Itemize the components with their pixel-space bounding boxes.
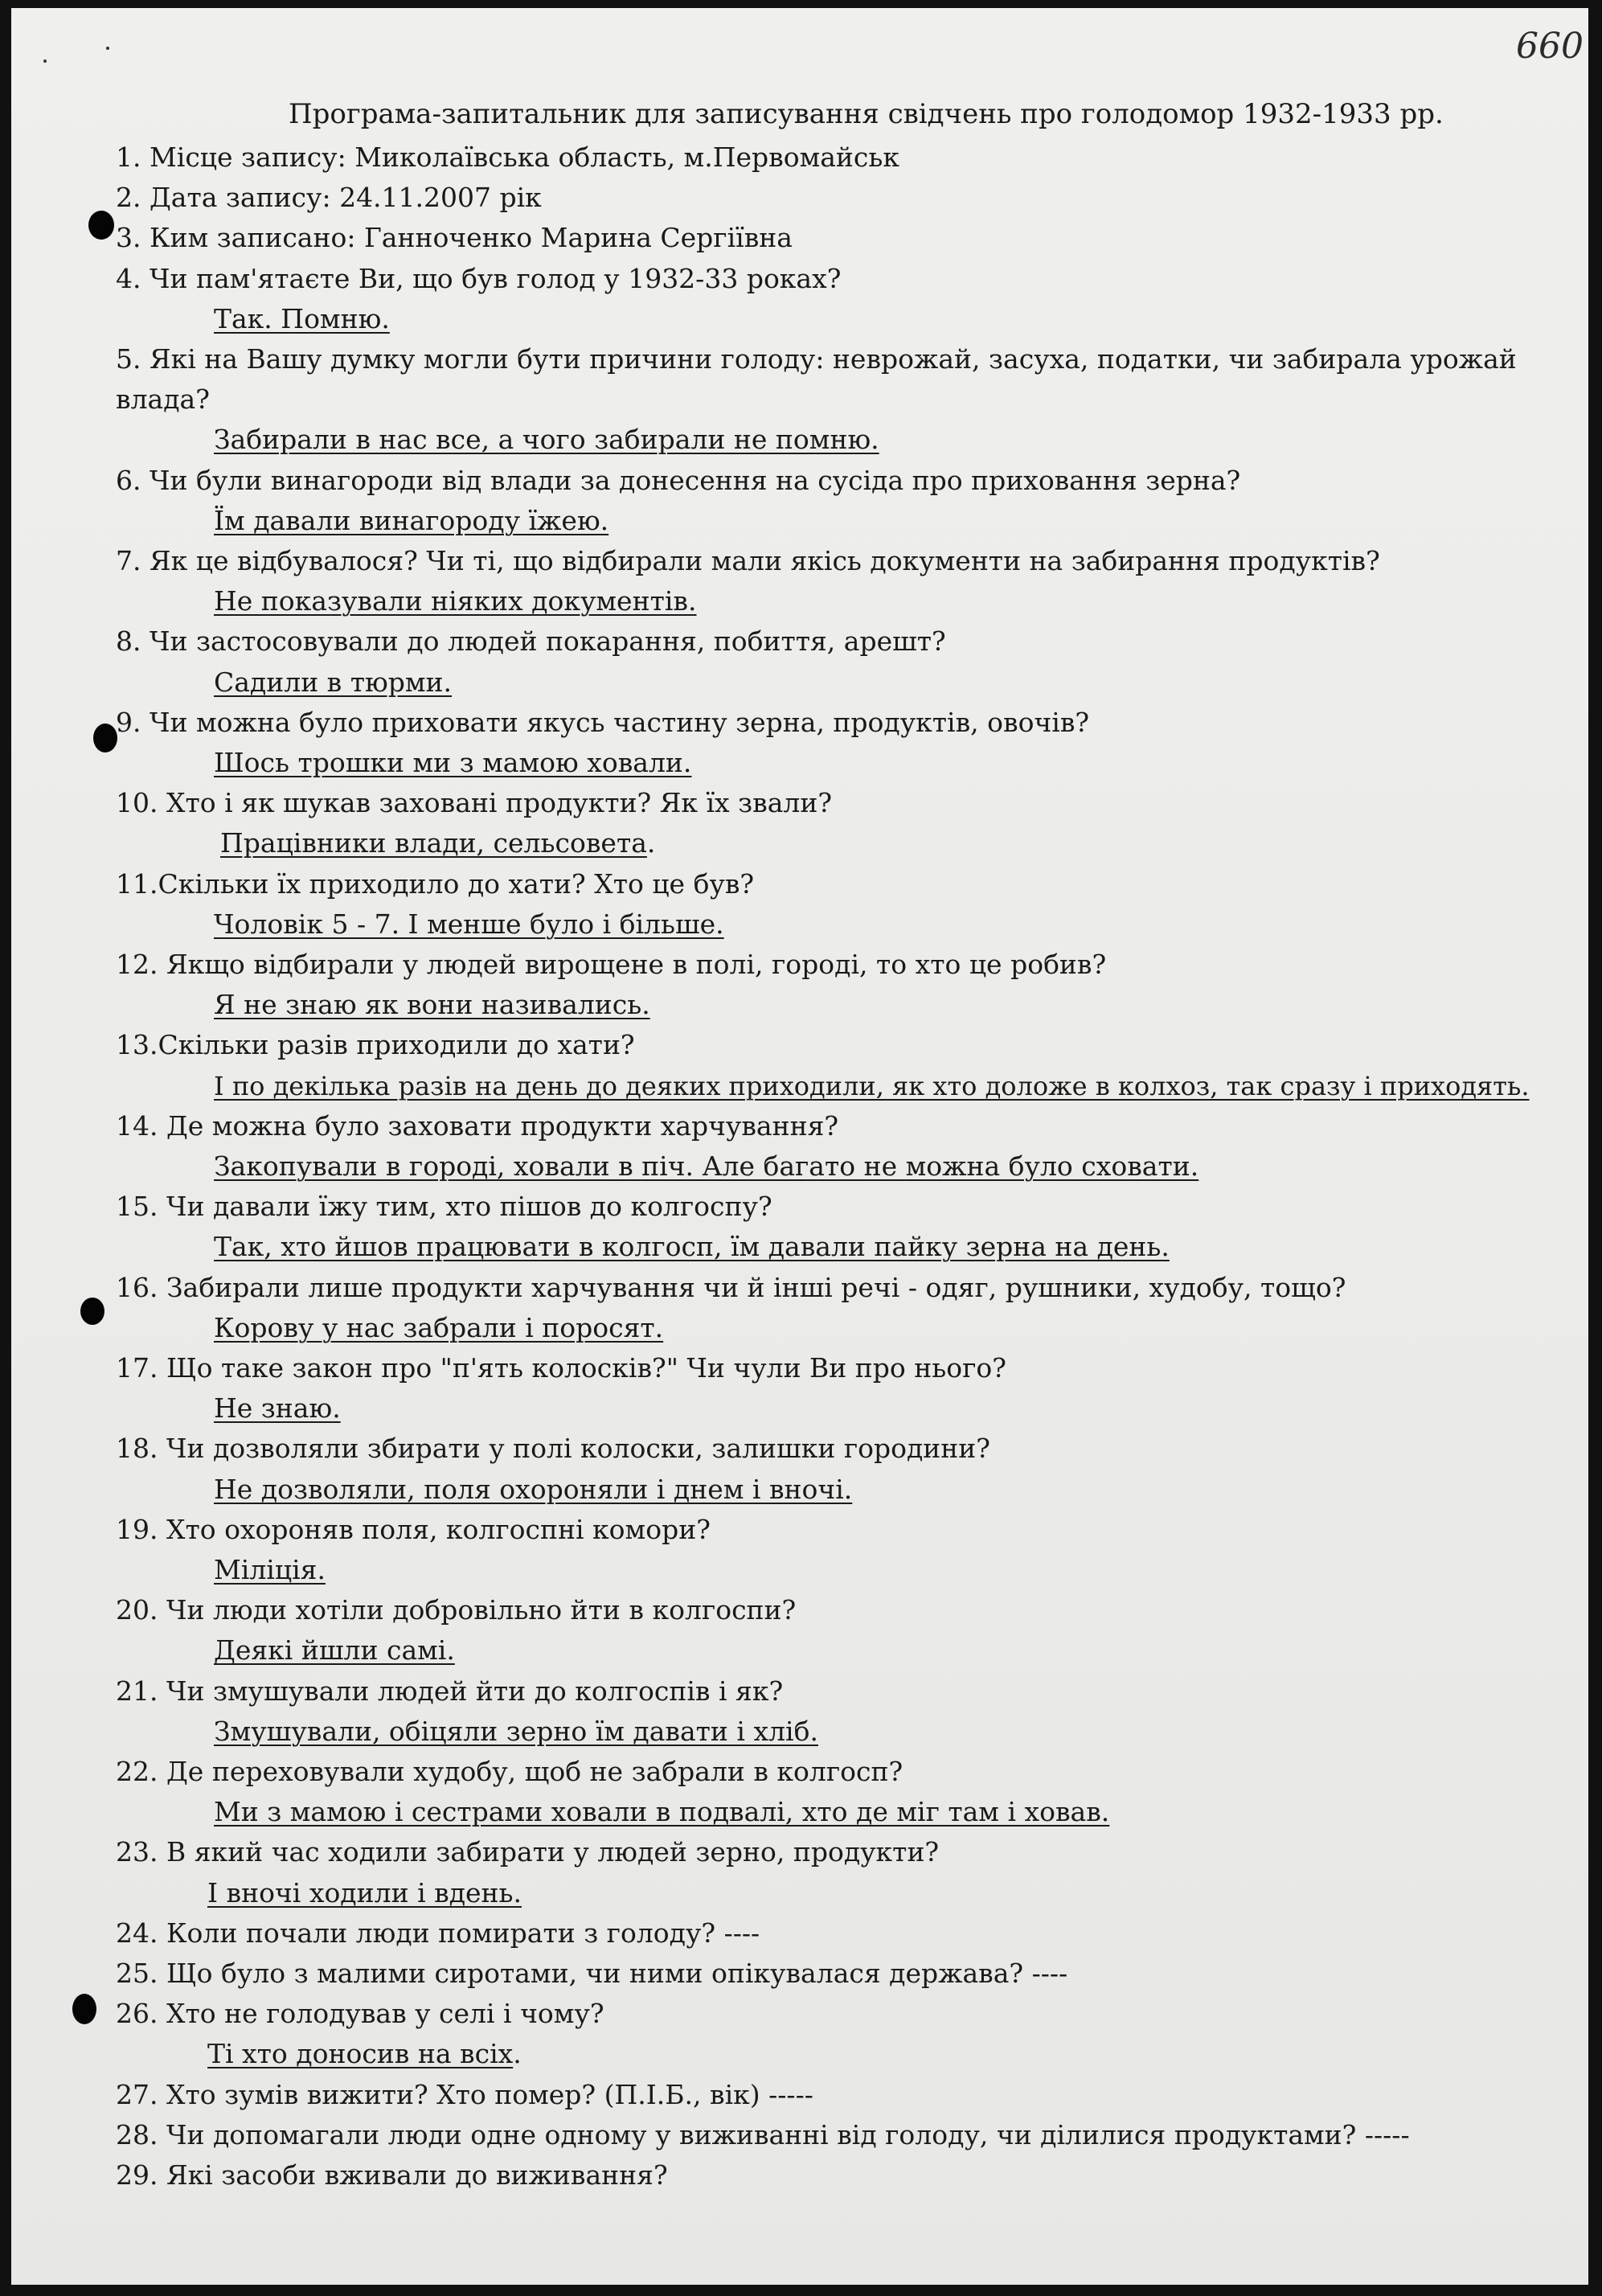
question-text: 17. Що таке закон про "п'ять колосків?" Чи чули Ви про нього? bbox=[116, 1352, 1006, 1384]
question-line bbox=[116, 343, 1517, 375]
question-line bbox=[116, 1514, 711, 1546]
answer-text: Так, хто йшов працювати в колгосп, їм давали пайку зерна на день. bbox=[214, 1231, 1170, 1263]
answer-text: Шось трошки ми з мамою ховали. bbox=[214, 747, 692, 778]
question-text: 26. Хто не голодував у селі і чому? bbox=[116, 1998, 604, 2030]
answer-line bbox=[214, 585, 696, 617]
question-text: 5. Які на Вашу думку могли бути причини голоду: неврожай, засуха, податки, чи забирала урожай bbox=[116, 343, 1517, 375]
question-line bbox=[116, 787, 832, 819]
answer-text: Забирали в нас все, а чого забирали не помню. bbox=[214, 424, 879, 456]
question-line bbox=[116, 2119, 1410, 2151]
question-text: 19. Хто охороняв поля, колгоспні комори? bbox=[116, 1513, 711, 1545]
answer-line bbox=[214, 303, 390, 335]
question-line bbox=[116, 1433, 990, 1465]
question-line bbox=[116, 1594, 796, 1626]
answer-line bbox=[214, 1070, 1530, 1102]
answer-line bbox=[214, 1634, 455, 1667]
answer-line bbox=[214, 1796, 1109, 1828]
document-page bbox=[11, 8, 1588, 2285]
question-line bbox=[116, 1836, 939, 1868]
answer-text: І по декілька разів на день до деяких приходили, як хто доложе в колхоз, так сразу і приходять. bbox=[214, 1070, 1530, 1101]
question-line bbox=[116, 1998, 604, 2030]
answer-line bbox=[214, 666, 452, 699]
question-line bbox=[116, 182, 542, 214]
answer-line bbox=[214, 1392, 341, 1425]
answer-line bbox=[214, 424, 879, 456]
answer-tail: . bbox=[513, 2038, 522, 2070]
question-line bbox=[116, 1756, 903, 1788]
question-line bbox=[116, 222, 793, 254]
punch-hole bbox=[72, 1994, 96, 2024]
question-text: 29. Які засоби вживали до виживання? bbox=[116, 2159, 668, 2191]
question-text: 28. Чи допомагали люди одне одному у виживанні від голоду, чи ділилися продуктами? ----- bbox=[116, 2118, 1410, 2150]
question-line bbox=[116, 1675, 783, 1708]
answer-text: Міліція. bbox=[214, 1554, 326, 1585]
answer-tail: . bbox=[646, 827, 656, 859]
answer-text: Змушували, обіцяли зерно їм давати і хліб. bbox=[214, 1715, 818, 1747]
question-text: 23. В який час ходили забирати у людей зерно, продукти? bbox=[116, 1836, 940, 1868]
question-line bbox=[116, 625, 946, 658]
answer-text: Корову у нас забрали і поросят. bbox=[214, 1311, 664, 1343]
question-text: 1. Місце запису: Миколаївська область, м.Первомайськ bbox=[116, 141, 899, 173]
question-text: 16. Забирали лише продукти харчування чи й інші речі - одяг, рушники, худобу, тощо? bbox=[116, 1271, 1346, 1303]
question-line bbox=[116, 1917, 760, 1950]
answer-line bbox=[207, 1877, 522, 1909]
answer-line bbox=[214, 1554, 326, 1586]
question-line bbox=[116, 263, 841, 295]
answer-text: Не знаю. bbox=[214, 1392, 341, 1425]
answer-text: Працівники влади, сельсовета bbox=[220, 827, 647, 859]
question-line bbox=[116, 707, 1089, 739]
question-text: 7. Як це відбувалося? Чи ті, що відбирали мали якісь документи на забирання продуктів? bbox=[116, 545, 1380, 576]
question-line bbox=[116, 2079, 813, 2111]
question-line bbox=[116, 1272, 1346, 1304]
question-line bbox=[116, 868, 754, 900]
question-line bbox=[116, 1029, 635, 1061]
question-text: 9. Чи можна було приховати якусь частину зерна, продуктів, овочів? bbox=[116, 706, 1090, 738]
question-line bbox=[116, 949, 1106, 981]
question-text: 6. Чи були винагороди від влади за донесення на сусіда про приховання зерна? bbox=[116, 464, 1241, 496]
question-line bbox=[116, 1110, 838, 1142]
answer-text: Не показували ніяких документів. bbox=[214, 585, 697, 617]
question-text: 13.Скільки разів приходили до хати? bbox=[116, 1029, 635, 1061]
answer-text: Садили в тюрми. bbox=[214, 666, 453, 698]
question-text: 15. Чи давали їжу тим, хто пішов до колгоспу? bbox=[116, 1191, 772, 1223]
answer-line bbox=[214, 1716, 818, 1748]
question-text: 14. Де можна було заховати продукти харчування? bbox=[116, 1109, 839, 1142]
question-text: 21. Чи змушували людей йти до колгоспів і як? bbox=[116, 1675, 784, 1707]
question-text: 2. Дата запису: 24.11.2007 рік bbox=[116, 182, 542, 214]
answer-text: Ті хто доносив на всіх bbox=[207, 2038, 514, 2070]
question-text: 27. Хто зумів вижити? Хто помер? (П.І.Б., вік) ----- bbox=[116, 2078, 813, 2110]
answer-line bbox=[214, 747, 691, 779]
answer-line bbox=[214, 1231, 1170, 1263]
question-line bbox=[116, 545, 1380, 577]
question-line bbox=[116, 1958, 1067, 1990]
answer-line bbox=[207, 2038, 522, 2070]
question-text: 18. Чи дозволяли збирати у полі колоски, залишки городини? bbox=[116, 1433, 990, 1465]
answer-line bbox=[214, 1474, 852, 1506]
question-line bbox=[116, 1191, 772, 1223]
question-line bbox=[116, 383, 210, 416]
answer-text: Їм давали винагороду їжею. bbox=[214, 504, 609, 536]
question-text: 25. Що було з малими сиротами, чи ними опікувалася держава? ---- bbox=[116, 1958, 1068, 1989]
answer-line bbox=[214, 989, 650, 1021]
question-text: 3. Ким записано: Ганноченко Марина Сергіївна bbox=[116, 222, 793, 254]
answer-line bbox=[214, 908, 724, 941]
answer-line bbox=[214, 1150, 1198, 1183]
question-text: 4. Чи пам'ятаєте Ви, що був голод у 1932-33 роках? bbox=[116, 262, 842, 294]
question-text: 8. Чи застосовували до людей покарання, побиття, арешт? bbox=[116, 625, 946, 658]
answer-line bbox=[214, 1312, 663, 1344]
question-text: 24. Коли почали люди помирати з голоду? ---- bbox=[116, 1917, 760, 1949]
answer-line bbox=[214, 505, 608, 537]
speck bbox=[43, 59, 47, 63]
answer-line bbox=[220, 827, 655, 859]
question-text: 12. Якщо відбирали у людей вирощене в полі, городі, то хто це робив? bbox=[116, 949, 1107, 980]
question-text: 20. Чи люди хотіли добровільно йти в колгоспи? bbox=[116, 1594, 797, 1626]
answer-text: І вночі ходили і вдень. bbox=[207, 1876, 522, 1909]
answer-text: Чоловік 5 - 7. І менше було і більше. bbox=[214, 908, 724, 940]
question-text: влада? bbox=[116, 383, 210, 416]
question-text: 10. Хто і як шукав заховані продукти? Як їх звали? bbox=[116, 787, 833, 819]
punch-hole bbox=[93, 724, 117, 752]
document-title: Програма-запитальник для записування свідчень про голодомор 1932-1933 рр. bbox=[289, 98, 1444, 130]
answer-text: Я не знаю як вони називались. bbox=[214, 989, 650, 1021]
answer-text: Не дозволяли, поля охороняли і днем і вночі. bbox=[214, 1473, 853, 1505]
page-number: 660 bbox=[1516, 26, 1584, 67]
answer-text: Ми з мамою і сестрами ховали в подвалі, хто де міг там і ховав. bbox=[214, 1796, 1110, 1828]
speck bbox=[106, 47, 109, 50]
punch-hole bbox=[80, 1298, 104, 1325]
question-text: 11.Скільки їх приходило до хати? Хто це був? bbox=[116, 867, 755, 900]
punch-hole bbox=[88, 211, 114, 240]
question-line bbox=[116, 1352, 1006, 1384]
answer-text: Деякі йшли самі. bbox=[214, 1634, 455, 1667]
question-line bbox=[116, 141, 899, 174]
question-text: 22. Де переховували худобу, щоб не забрали в колгосп? bbox=[116, 1756, 903, 1787]
answer-text: Так. Помню. bbox=[214, 302, 390, 334]
answer-text: Закопували в городі, ховали в піч. Але багато не можна було сховати. bbox=[214, 1150, 1199, 1182]
question-line bbox=[116, 465, 1240, 497]
question-line bbox=[116, 2159, 668, 2191]
